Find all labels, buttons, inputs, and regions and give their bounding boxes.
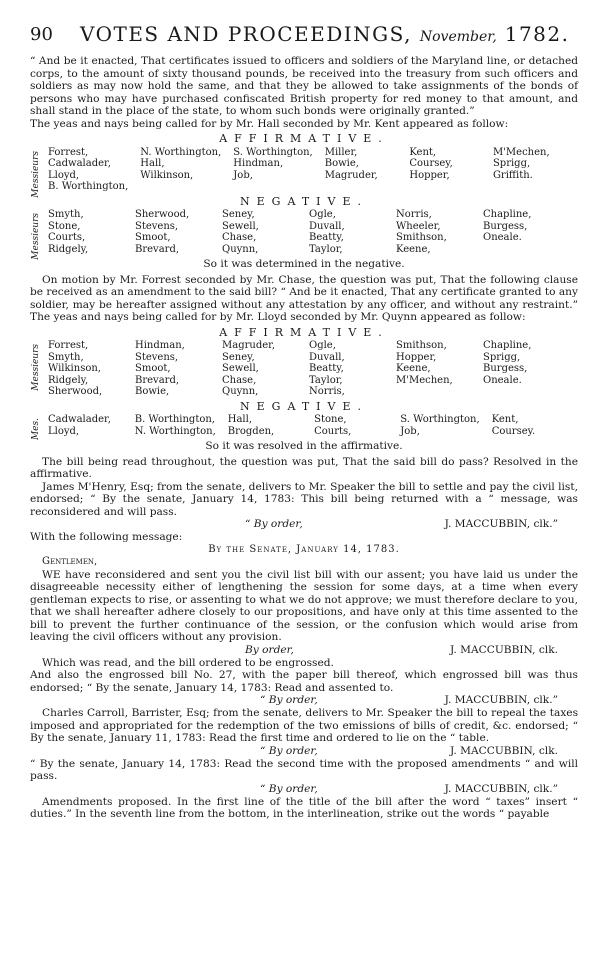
side-label: Messieurs	[31, 150, 41, 198]
vote2-affirmative-label: AFFIRMATIVE.	[219, 325, 389, 339]
page-body	[30, 55, 578, 821]
names-row	[48, 426, 578, 438]
member-name: Hindman,	[233, 158, 284, 169]
signature-block-3	[30, 694, 578, 707]
member-name: Ogle,	[309, 209, 336, 220]
member-name	[396, 386, 483, 398]
vote1-affirmative-block	[30, 146, 578, 198]
names-row	[48, 209, 570, 221]
names-row	[48, 232, 570, 244]
vote2-affirmative-table	[48, 340, 570, 398]
vote2-negative-block	[30, 414, 578, 441]
paragraph-enactment: “ And be it enacted, That certificates issued to officers and soldiers of the Maryland line, or detached corps, to the amount of sixty thousand pounds, be received into the treasury from such officers and soldiers as may now hold the same, and that they be allowed to take assignments of the bonds of persons who may have purchased confiscated British property for red money to that amount, and shall stand in the place of the state, to whom such bonds were originally granted.”	[30, 55, 578, 117]
member-name: Magruder,	[324, 169, 378, 181]
vote2-negative-label: NEGATIVE.	[240, 399, 368, 413]
vote1-affirmative-table	[48, 147, 578, 193]
signature-block-2	[30, 644, 578, 657]
names-row	[48, 352, 570, 364]
clerk-signature: J. MACCUBBIN, clk.	[450, 744, 558, 757]
member-name: Coursey.	[491, 425, 536, 437]
names-row	[48, 221, 570, 233]
member-name: Smoot,	[135, 232, 171, 243]
signature-block-5	[30, 783, 578, 796]
member-name: Hall,	[227, 414, 253, 425]
paragraph-motion-forrest: On motion by Mr. Forrest seconded by Mr. Chase, the question was put, That the following clause be received as an amendment to the said bill? “ And be it enacted, That any certificate granted to any soldier, may be hereafter assigned without any attestation by any officer, and without any restraint.” The yeas and nays being called for by Mr. Lloyd seconded by Mr. Quynn appeared as follow:	[30, 273, 578, 323]
member-name: Brogden,	[227, 425, 275, 437]
member-name: N. Worthington,	[140, 146, 222, 158]
member-name: Quynn,	[222, 243, 259, 255]
member-name: Kent,	[409, 146, 437, 158]
member-name: Miller,	[324, 146, 358, 158]
vote2-result: So it was resolved in the affirmative.	[205, 440, 403, 452]
clerk-signature: J. MACCUBBIN, clk.”	[444, 518, 558, 530]
side-label: Messieurs	[31, 213, 41, 260]
paragraph-yeas-nays-1: The yeas and nays being called for by Mr. Hall seconded by Mr. Kent appeared as follow:	[30, 117, 509, 130]
member-name: Wilkinson,	[48, 363, 101, 374]
paragraph-second-reading: “ By the senate, January 14, 1783: Read the second time with the proposed amendments “ and will pass.	[30, 757, 578, 782]
vote1-affirmative-label: AFFIRMATIVE.	[219, 132, 389, 145]
member-name: Norris,	[396, 209, 432, 220]
member-name: Norris,	[309, 386, 345, 397]
salutation: Gentlemen,	[42, 556, 98, 567]
side-label: Mes.	[31, 418, 41, 441]
member-name: Hopper,	[396, 351, 437, 363]
by-order: “ By order,	[260, 744, 318, 757]
paragraph-message-intro: With the following message:	[30, 531, 183, 543]
member-name: Seney,	[222, 209, 255, 220]
member-name: Bowie,	[324, 158, 359, 169]
member-name: Duvall,	[309, 220, 345, 232]
member-name: Lloyd,	[48, 425, 80, 437]
member-name: Stone,	[48, 220, 81, 232]
member-name: Sewell,	[222, 363, 259, 374]
names-row	[48, 244, 570, 256]
names-row	[48, 158, 578, 170]
senate-date: By the Senate, January 14, 1783.	[208, 543, 400, 555]
page-number: 90	[30, 24, 53, 45]
names-row	[48, 386, 570, 398]
member-name	[140, 181, 233, 193]
member-name: M'Mechen,	[396, 374, 453, 386]
vote1-negative-block	[30, 209, 578, 260]
member-name: Keene,	[396, 243, 431, 255]
title-month: November,	[419, 29, 497, 45]
member-name: Taylor,	[309, 374, 343, 386]
member-name: Smoot,	[135, 363, 171, 374]
member-name: Smyth,	[48, 209, 84, 220]
names-row	[48, 363, 570, 375]
member-name: Courts,	[48, 232, 86, 243]
member-name	[493, 181, 578, 193]
member-name	[409, 181, 493, 193]
member-name: Brevard,	[135, 374, 180, 386]
vote1-negative-label: NEGATIVE.	[240, 194, 368, 208]
member-name	[483, 244, 570, 256]
member-name: Oneale.	[483, 374, 522, 386]
names-row	[48, 375, 570, 387]
side-label: Messieurs	[31, 344, 41, 391]
member-name: Sprigg,	[483, 351, 521, 363]
member-name: Smyth,	[48, 351, 84, 363]
member-name: Coursey,	[409, 158, 453, 169]
member-name: Chapline,	[483, 209, 532, 220]
signature-block-1	[30, 518, 578, 531]
paragraph-amendments: Amendments proposed. In the first line of the title of the bill after the word “ taxes” insert “ duties.” In the seventh line from the bottom, in the interlineation, strike out the words “ payable	[30, 795, 578, 820]
member-name: Sprigg,	[492, 158, 531, 169]
member-name: Courts,	[314, 425, 352, 437]
member-name: Cadwalader,	[48, 414, 111, 425]
member-name: Forrest,	[48, 146, 89, 158]
member-name: Bowie,	[135, 386, 170, 397]
member-name: Griffith.	[492, 169, 533, 181]
member-name: Brevard,	[135, 243, 180, 255]
member-name: Hindman,	[135, 340, 185, 351]
running-title	[80, 22, 569, 46]
member-name: S. Worthington,	[233, 146, 313, 158]
clerk-signature: J. MACCUBBIN, clk.”	[444, 782, 558, 795]
senate-message: WE have reconsidered and sent you the civil list bill with our assent; you have laid us under the disagreeable necessity either of lengthening the session for some days, at a time when every gentleman expects to rise, or assenting to what we do not approve; we must therefore declare to you, that we shall hereafter adhere closely to our propositions, and have only at this time assented to the bill to prevent the further continuance of the session, or the confusion which would arise from leaving the civil officers without any provision.	[30, 568, 578, 643]
names-row	[48, 340, 570, 352]
member-name: Ridgely,	[48, 243, 89, 255]
member-name: Smithson,	[396, 340, 447, 351]
member-name: Magruder,	[222, 340, 276, 351]
member-name: Keene,	[396, 363, 431, 374]
member-name: Sherwood,	[135, 209, 190, 220]
member-name: Duvall,	[309, 351, 345, 363]
member-name: Ridgely,	[48, 374, 89, 386]
member-name: Job,	[233, 169, 253, 181]
member-name: Beatty,	[309, 363, 344, 374]
page-header	[30, 18, 578, 48]
by-order: “ By order,	[245, 518, 303, 530]
member-name: Wilkinson,	[140, 169, 194, 181]
paragraph-bill-27: And also the engrossed bill No. 27, with the paper bill thereof, which engrossed bill was thus endorsed; “ By the senate, January 14, 1783: Read and assented to.	[30, 669, 578, 694]
member-name: Seney,	[222, 351, 255, 363]
by-order: “ By order,	[260, 782, 318, 795]
member-name: Wheeler,	[396, 220, 441, 232]
member-name: Smithson,	[396, 232, 447, 243]
member-name: Lloyd,	[48, 169, 80, 181]
member-name: Job,	[400, 425, 420, 437]
title-main: VOTES AND PROCEEDINGS,	[80, 22, 412, 46]
names-row	[48, 147, 578, 159]
by-order: By order,	[245, 643, 294, 656]
signature-block-4	[30, 745, 578, 758]
member-name: Hall,	[140, 158, 165, 169]
member-name: Kent,	[491, 414, 519, 425]
member-name: M'Mechen,	[492, 146, 550, 158]
vote1-negative-table	[48, 209, 570, 255]
member-name	[483, 386, 570, 398]
member-name: Sewell,	[222, 220, 259, 232]
member-name: N. Worthington,	[134, 425, 216, 437]
member-name: Chase,	[222, 232, 257, 243]
vote2-affirmative-block	[30, 340, 578, 398]
clerk-signature: J. MACCUBBIN, clk.	[450, 643, 558, 656]
names-row	[48, 414, 578, 426]
member-name: Taylor,	[309, 243, 343, 255]
member-name: Oneale.	[483, 232, 522, 243]
member-name: Chapline,	[483, 340, 532, 351]
member-name: Forrest,	[48, 340, 89, 351]
member-name: Cadwalader,	[48, 158, 111, 169]
member-name: Stevens,	[135, 351, 179, 363]
member-name: Stone,	[314, 414, 347, 425]
member-name: Sherwood,	[48, 386, 103, 397]
member-name	[233, 181, 324, 193]
paragraph-carroll: Charles Carroll, Barrister, Esq; from the senate, delivers to Mr. Speaker the bill to repeal the taxes imposed and appropriated for the redemption of the two emissions of bills of credit, &c. endorsed; “ By the senate, January 11, 1783: Read the first time and ordered to lie on the “ table.	[30, 707, 578, 744]
member-name: S. Worthington,	[400, 414, 480, 425]
member-name	[325, 181, 410, 193]
member-name: B. Worthington,	[134, 414, 215, 425]
vote1-result: So it was determined in the negative.	[203, 258, 405, 270]
member-name: B. Worthington,	[48, 181, 129, 192]
clerk-signature: J. MACCUBBIN, clk.”	[444, 694, 558, 706]
by-order: “ By order,	[260, 694, 318, 706]
names-row	[48, 170, 578, 182]
member-name: Quynn,	[222, 386, 259, 397]
member-name: Hopper,	[409, 169, 450, 181]
paragraph-mchenry: James M'Henry, Esq; from the senate, delivers to Mr. Speaker the bill to settle and pay the civil list, endorsed; “ By the senate, January 14, 1783: This bill being returned with a “ message, was reconsidered and will pass.	[30, 480, 578, 518]
title-year: 1782.	[504, 22, 570, 46]
vote2-negative-table	[48, 414, 578, 437]
member-name: Burgess,	[483, 363, 528, 374]
paragraph-engrossed: Which was read, and the bill ordered to be engrossed.	[42, 656, 334, 669]
member-name: Ogle,	[309, 340, 336, 351]
member-name: Chase,	[222, 374, 257, 386]
member-name: Stevens,	[135, 220, 179, 232]
member-name: Beatty,	[309, 232, 344, 243]
member-name: Burgess,	[483, 220, 528, 232]
paragraph-bill-read: The bill being read throughout, the question was put, That the said bill do pass? Resolved in the affirmative.	[30, 455, 578, 480]
names-row	[48, 181, 578, 193]
